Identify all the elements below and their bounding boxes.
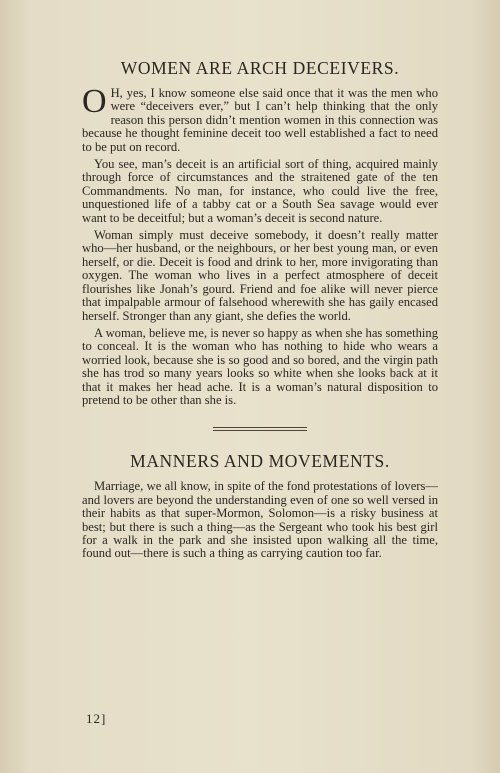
section-title-manners-and-movements: MANNERS AND MOVEMENTS.: [130, 451, 390, 472]
page-content: [82, 58, 438, 565]
paragraph-1: [82, 83, 438, 154]
paragraph-4: A woman, believe me, is never so happy as when she has something to conceal. It is the woman who has nothing to hide who wears a worried look, because she is so good and so bored, and the virgin path she has trod so many years looks so white when she looks back at it that it makes her head ache. It is a woman’s natural disposition to pretend to be other than she is.: [82, 325, 438, 407]
paragraph-5: Marriage, we all know, in spite of the fond protestations of lovers—and lovers are beyond the understanding even of one so well versed in their habits as that super-Mormon, Solomon—is a risky business at best; but there is such a thing—as the Sergeant who took his best girl for a walk in the park and she insisted upon walking all the time, found out—there is such a thing as carrying caution too far.: [82, 479, 438, 561]
paragraph-3: Woman simply must deceive somebody, it doesn’t really matter who—her husband, or the neighbours, or her best young man, or even herself, or die. Deceit is food and drink to her, more invigorating than oxygen. The woman who lives in a perfect atmosphere of deceit flourishes like Jonah’s gourd. Friend and foe alike will never pierce that impalpable armour of falsehood wherewith she has gaily encased herself. Stronger than any giant, she defies the world.: [82, 228, 438, 323]
section-title-women-are-arch-deceivers: WOMEN ARE ARCH DECEIVERS.: [120, 58, 400, 78]
section-divider-rule: [213, 427, 307, 431]
page-number: 12]: [86, 711, 107, 726]
drop-cap: O: [82, 83, 107, 120]
paragraph-2: You see, man’s deceit is an artificial sort of thing, acquired mainly through force of circumstances and the straitened gate of the ten Commandments. No man, for instance, who could live the free, unquestioned life of a tabby cat or a South Sea savage would ever want to be deceitful; but a woman’s deceit is second nature.: [82, 157, 438, 225]
paragraph-1-text: H, yes, I know someone else said once that it was the men who were “deceivers ever,” but I can’t help thinking that the only reason this person didn’t mention women in this connection was because he thought feminine deceit too well established a fact to need to be put on record.: [82, 86, 438, 154]
